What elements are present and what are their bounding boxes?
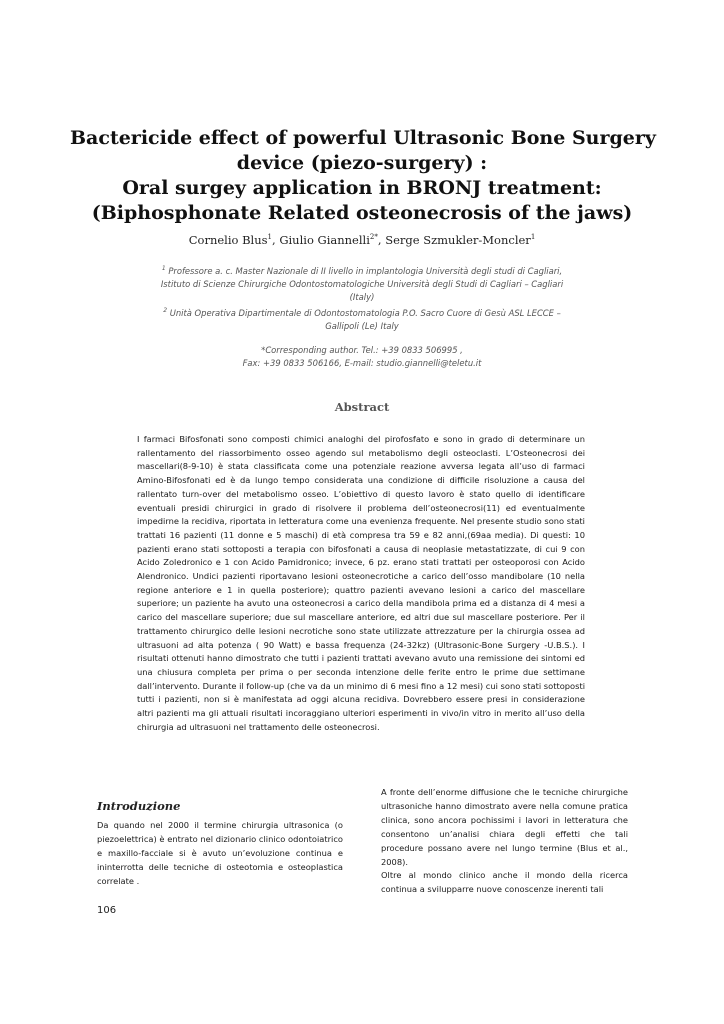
affiliation-line: Istituto di Scienze Chirurgiche Odontostomatologiche Università degli Studi di Cagliari – Cagliari (160, 278, 564, 289)
page-number: 106 (97, 905, 117, 916)
body-paragraph: Oltre al mondo clinico anche il mondo della ricerca continua a svilupparre nuove conoscenze inerenti tali (381, 870, 628, 895)
title-line: device (piezo-surgery) : (236, 152, 488, 174)
abstract-body: I farmaci Bifosfonati sono composti chimici analoghi del pirofosfato e sono in grado di determinare un rallentamento del riassorbimento osseo agendo sul metabolismo degli osteoclasti. L’Osteonecrosi dei mascellari(8-9-10) è stata classificata come una potenziale reazione avversa legata all’uso di farmaci Amino-Bifosfonati ed è da lungo tempo considerata una condizione di difficile risoluzione a causa del rallentato turn-over del metabolismo osseo. L’obiettivo di questo lavoro è stato quello di identificare eventuali presidi chirurgici in grado di risolvere il problema dell’osteonecrosi(11) ed eventualmente impedirne la recidiva, riportata in letteratura come una evenienza frequente. Nel presente studio sono stati trattati 16 pazienti (11 donne e 5 maschi) di età compresa tra 59 e 82 anni,(69aa media). Di questi: 10 pazienti erano stati sottoposti a terapia con bifosfonati a causa di neoplasie metastatizzate, di cui 9 con Acido Zoledronico e 1 con Acido Pamidronico; invece, 6 pz. erano stati trattati per osteoporosi con Acido Alendronico. Undici pazienti riportavano lesioni osteonecrotiche a carico dell’osso mandibolare (10 nella regione anteriore e 1 in quella posteriore); quattro pazienti avevano lesioni a carico del mascellare superiore; un paziente ha avuto una osteonecrosi a carico della mandibola prima ed a distanza di 4 mesi a carico del mascellare superiore; due sul mascellare anteriore, ed altri due sul mascellare posteriore. Per il trattamento chirurgico delle lesioni necrotiche sono state utilizzate attrezzature per la chirurgia ossea ad ultrasuoni ad alta potenza ( 90 Watt) e bassa frequenza (24-32kz) (Ultrasonic-Bone Surgery -U.B.S.). I risultati ottenuti hanno dimostrato che tutti i pazienti trattati avevano avuto una remissione dei sintomi ed una chiusura completa per prima o per seconda intenzione delle ferite entro le prime due settimane dall’intervento. Durante il follow-up (che va da un minimo di 6 mesi fino a 12 mesi) cui sono stati sottoposti tutti i pazienti, non si è manifestata ad oggi alcuna recidiva. Dovrebbero essere presi in considerazione altri pazienti ma gli attuali risultati incoraggiano ulteriori esperimenti in vivo/in vitro in merito all’uso della chirurgia ad ultrasuoni nel trattamento delle osteonecrosi. (137, 434, 585, 732)
affiliations (135, 262, 589, 333)
author-affil-mark: 2* (369, 233, 378, 242)
author-name: Cornelio Blus (188, 233, 268, 247)
paper-title (70, 126, 654, 226)
title-line: Oral surgey application in BRONJ treatment: (122, 177, 602, 199)
affiliation-text: Unità Operativa Dipartimentale di Odontostomatologia P.O. Sacro Cuore di Gesù ASL LECCE – (169, 307, 561, 318)
affiliation-mark: 2 (163, 306, 168, 314)
right-column (381, 786, 628, 897)
body-paragraph: A fronte dell’enorme diffusione che le tecniche chirurgiche ultrasoniche hanno dimostrato avere nella comune pratica clinica, sono ancora pochissimi i lavori in letteratura che consentono un’analisi chiara degli effetti che tali procedure possano avere nel lungo termine (Blus et al., 2008). (381, 787, 628, 867)
affiliation-line (135, 262, 589, 278)
affiliation-mark: 1 (161, 265, 166, 272)
author-name: Giulio Giannelli (279, 233, 370, 247)
author-name: Serge Szmukler-Moncler (385, 233, 531, 247)
affiliation-line: (Italy) (349, 291, 375, 302)
introduction-paragraph: Da quando nel 2000 il termine chirurgia ultrasonica (o piezoelettrica) è entrato nel dizionario clinico odontoiatrico e maxillo-facciale si è avuto un’evoluzione continua e ininterrotta delle tecniche di osteotomia e osteoplastica correlate . (97, 820, 343, 886)
title-line: (Biphosphonate Related osteonecrosis of the jaws) (91, 202, 633, 224)
affiliation-line: Gallipoli (Le) Italy (325, 320, 399, 331)
affiliation-text: Professore a. c. Master Nazionale di II livello in implantologia Università degli studi di Cagliari, (168, 265, 563, 276)
author-affil-mark: 1 (530, 233, 536, 242)
title-line: Bactericide effect of powerful Ultrasonic Bone Surgery (70, 127, 656, 149)
author-list: Cornelio Blus$^1$, Giulio Giannelli$^{2*}$, Serge Szmukler-Moncler$^1$ (188, 233, 536, 247)
affiliation-line (135, 304, 589, 320)
correspondence-line: *Corresponding author. Tel.: +39 0833 506995 , (261, 345, 463, 355)
correspondence-line: Fax: +39 0833 506166, E-mail: studio.giannelli@teletu.it (242, 358, 482, 368)
section-heading-introduction: Introduzione (97, 799, 181, 813)
correspondence (135, 344, 589, 370)
author-affil-mark: 1 (267, 233, 272, 242)
abstract-heading: Abstract (334, 400, 390, 414)
